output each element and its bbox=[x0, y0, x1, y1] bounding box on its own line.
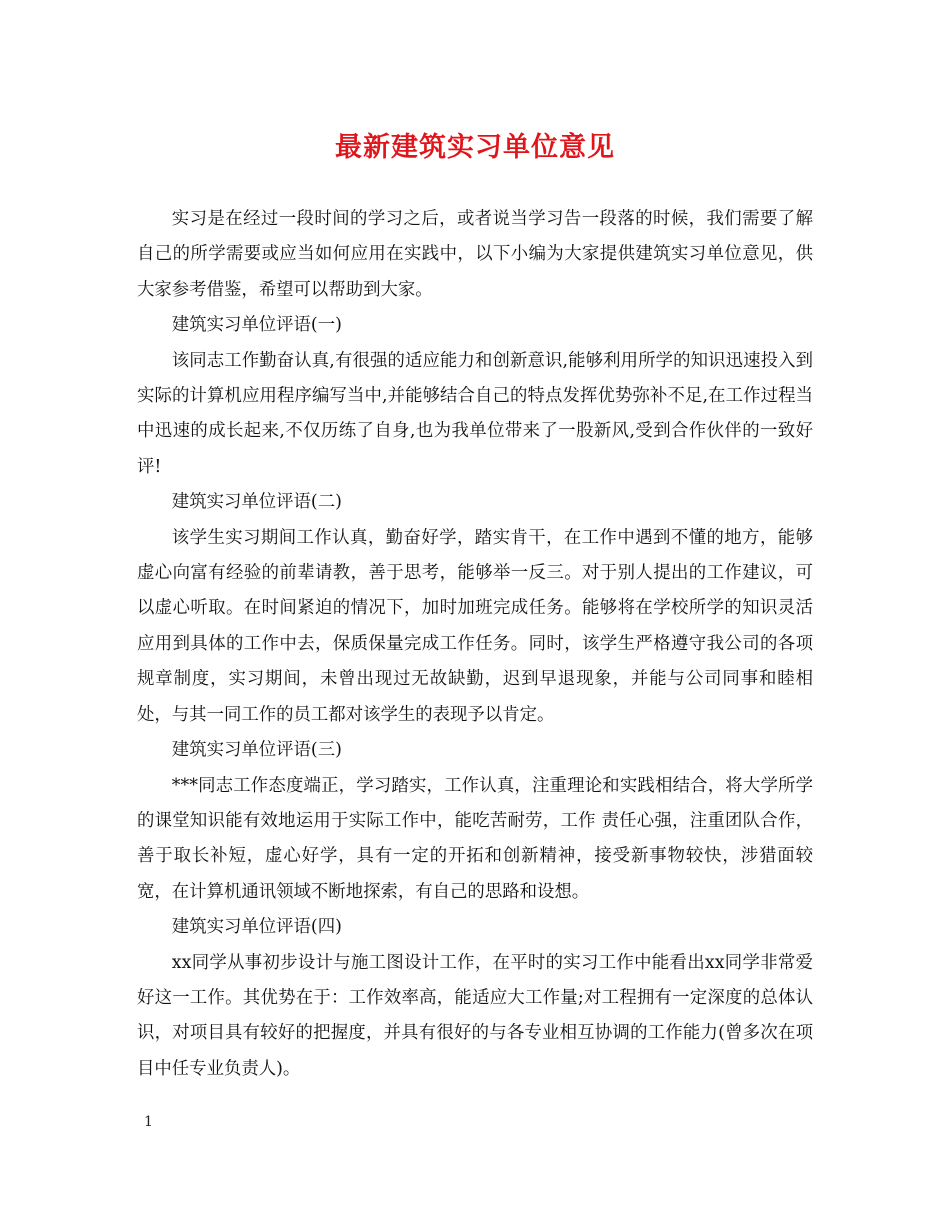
section-heading-3: 建筑实习单位评语(三) bbox=[171, 740, 342, 761]
section-heading-4: 建筑实习单位评语(四) bbox=[171, 917, 342, 938]
section-paragraph-3: ***同志工作态度端正，学习踏实，工作认真，注重理论和实践相结合，将大学所学的课堂知识能有效地运用于实际工作中，能吃苦耐劳，工作 责任心强，注重团队合作，善于取长补短，虚心好学，具有一定的开拓和创新精神，接受新事物较快，涉猎面较宽，在计算机通讯领域不断地探索，有自己的思路和设想。 bbox=[137, 775, 813, 902]
section-paragraph-2: 该学生实习期间工作认真，勤奋好学，踏实肯干，在工作中遇到不懂的地方，能够虚心向富有经验的前辈请教，善于思考，能够举一反三。对于别人提出的工作建议，可以虚心听取。在时间紧迫的情况下，加时加班完成任务。能够将在学校所学的知识灵活应用到具体的工作中去，保质保量完成工作任务。同时，该学生严格遵守我公司的各项规章制度，实习期间，未曾出现过无故缺勤，迟到早退现象，并能与公司同事和睦相处，与其一同工作的员工都对该学生的表现予以肯定。 bbox=[137, 527, 813, 725]
section-paragraph-1: 该同志工作勤奋认真,有很强的适应能力和创新意识,能够利用所学的知识迅速投入到实际的计算机应用程序编写当中,并能够结合自己的特点发挥优势弥补不足,在工作过程当中迅速的成长起来,不仅历练了自身,也为我单位带来了一股新风,受到合作伙伴的一致好评! bbox=[137, 350, 813, 477]
section-paragraph-4: xx同学从事初步设计与施工图设计工作，在平时的实习工作中能看出xx同学非常爱好这一工作。其优势在于：工作效率高，能适应大工作量;对工程拥有一定深度的总体认识，对项目具有较好的把握度，并具有很好的与各专业相互协调的工作能力(曾多次在项目中任专业负责人)。 bbox=[137, 952, 813, 1079]
intro-paragraph: 实习是在经过一段时间的学习之后，或者说当学习告一段落的时候，我们需要了解自己的所学需要或应当如何应用在实践中，以下小编为大家提供建筑实习单位意见，供大家参考借鉴，希望可以帮助到大家。 bbox=[137, 209, 813, 300]
document-body bbox=[137, 202, 813, 1087]
section-heading-2: 建筑实习单位评语(二) bbox=[171, 492, 342, 513]
page-number: 1 bbox=[144, 1114, 153, 1130]
document-title: 最新建筑实习单位意见 bbox=[335, 132, 615, 163]
section-heading-1: 建筑实习单位评语(一) bbox=[171, 315, 342, 336]
